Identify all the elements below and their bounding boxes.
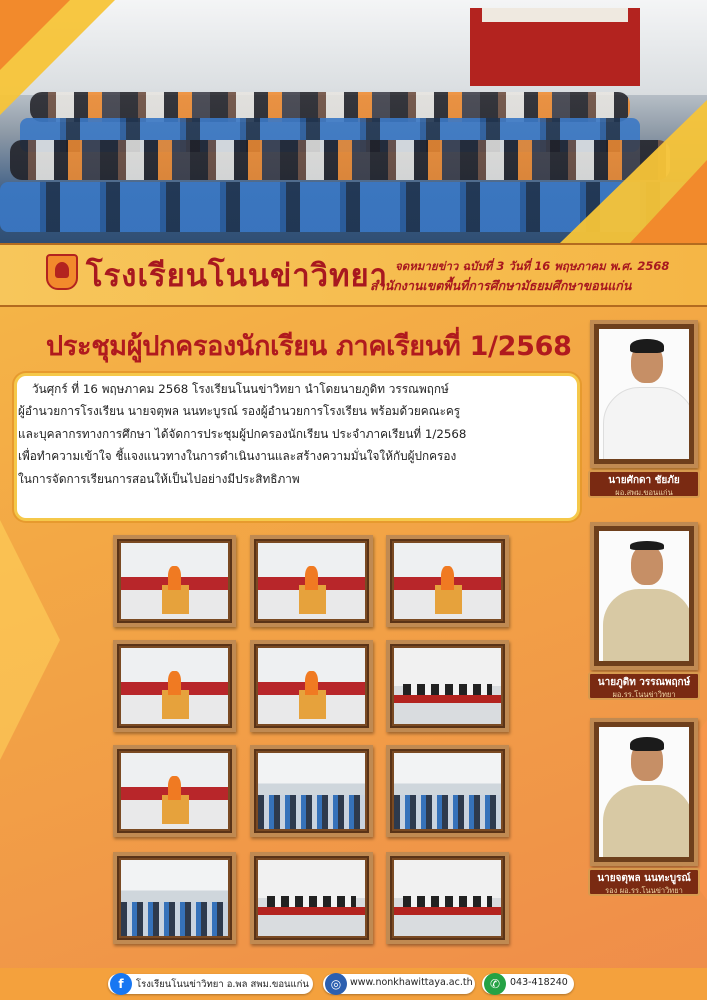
event-photo [386,852,509,944]
event-photo [250,640,373,732]
portrait-label [588,470,700,498]
facebook-text[interactable]: โรงเรียนโนนข่าวิทยา อ.พล สพม.ขอนแก่น [136,979,309,990]
event-photo [113,535,236,627]
event-photo [250,852,373,944]
globe-icon: ◎ [325,973,347,995]
portrait-role: ผอ.สพม.ขอนแก่น [615,488,673,497]
body-line: วันศุกร์ ที่ 16 พฤษภาคม 2568 โรงเรียนโนนข่าวิทยา นำโดยนายภูดิท วรรณพฤกษ์ [32,382,449,396]
portrait-frame [590,522,698,670]
facebook-icon: f [110,973,132,995]
event-photo [386,745,509,837]
website-text[interactable]: www.nonkhawittaya.ac.th [350,977,473,988]
portrait-label [588,672,700,700]
portrait-card [590,718,698,898]
hero-photo [0,0,707,243]
school-name: โรงเรียนโนนข่าวิทยา [86,258,389,294]
event-photo [386,535,509,627]
body-line: และบุคลากรทางการศึกษา ได้จัดการประชุมผู้ปกครองนักเรียน ประจำภาคเรียนที่ 1/2568 [18,426,467,441]
article-headline: ประชุมผู้ปกครองนักเรียน ภาคเรียนที่ 1/2568 [46,331,572,362]
portrait-role: รอง ผอ.รร.โนนข่าวิทยา [605,886,683,895]
issue-line: จดหมายข่าว ฉบับที่ 3 วันที่ 16 พฤษภาคม พ.ศ. 2568 [395,259,670,273]
portrait-card [590,522,698,702]
phone-text[interactable]: 043-418240 [510,977,568,988]
portrait-label [588,868,700,896]
portrait-name: นายจตุพล นนทะบูรณ์ [597,873,691,884]
decor-triangle-left [0,520,60,760]
body-line: ผู้อำนวยการโรงเรียน นายจตุพล นนทะบูรณ์ รองผู้อำนวยการโรงเรียน พร้อมด้วยคณะครู [18,404,461,419]
phone-icon: ✆ [484,973,506,995]
event-photo [250,535,373,627]
body-line: ในการจัดการเรียนการสอนให้เป็นไปอย่างมีประสิทธิภาพ [18,471,300,486]
event-photo [113,852,236,944]
portrait-name: นายศักดา ชัยภัย [608,475,680,486]
gold-corner-right-inner [630,160,707,243]
portrait-card [590,320,698,500]
stage-banner [482,8,628,22]
office-line: สำนักงานเขตพื้นที่การศึกษามัธยมศึกษาขอนแก่น [370,278,632,293]
portrait-role: ผอ.รร.โนนข่าวิทยา [612,690,676,699]
event-photo [250,745,373,837]
portrait-name: นายภูดิท วรรณพฤกษ์ [597,677,691,688]
event-photo [113,745,236,837]
event-photo [113,640,236,732]
article-body [18,378,574,490]
portrait-frame [590,718,698,866]
event-photo [386,640,509,732]
portrait-frame [590,320,698,468]
body-line: เพื่อทำความเข้าใจ ชี้แจงแนวทางในการดำเนินงานและสร้างความมั่นใจให้กับผู้ปกครอง [18,449,457,464]
gold-corner-left-inner [0,0,70,70]
school-logo-icon [46,254,78,290]
